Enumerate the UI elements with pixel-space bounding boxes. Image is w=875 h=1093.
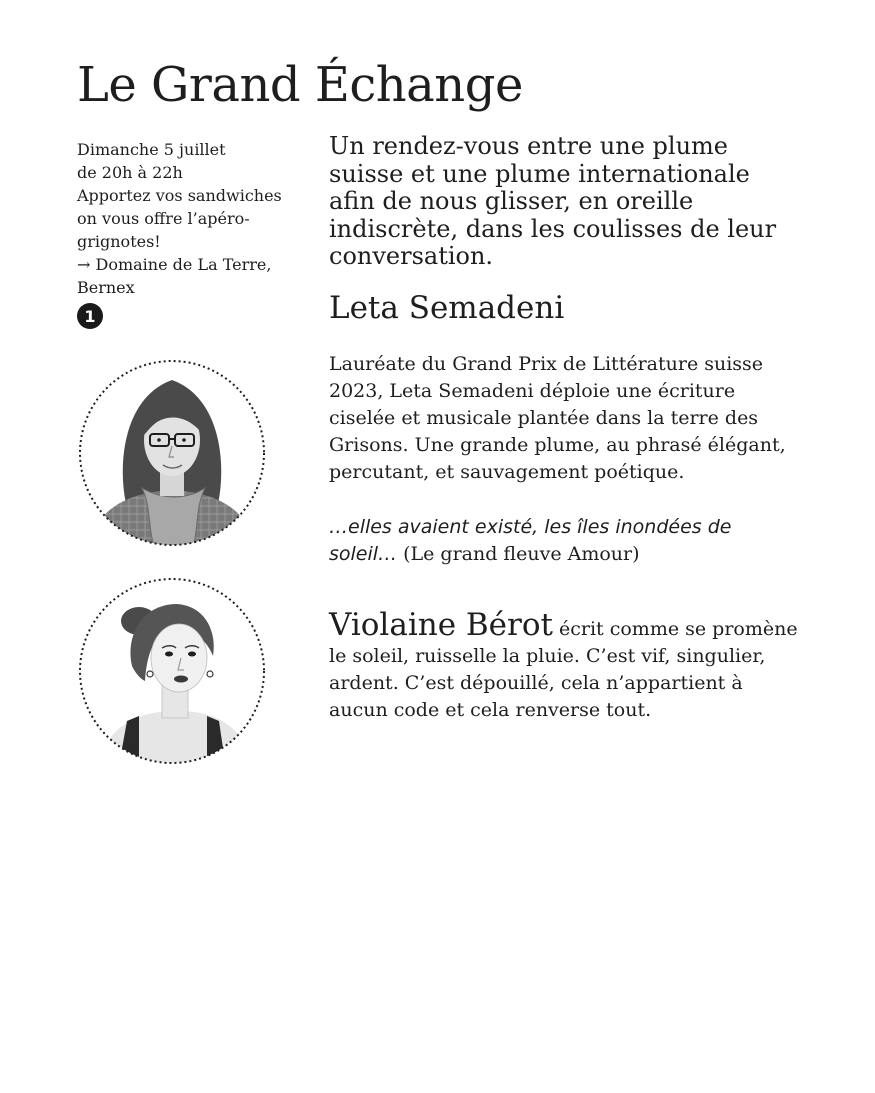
event-location: → Domaine de La Terre,	[77, 255, 272, 274]
bio-line: ciselée et musicale plantée dans la terre des	[329, 407, 759, 429]
author1-quote	[329, 514, 829, 568]
page-title: Le Grand Échange	[77, 57, 523, 113]
bio-line: aucun code et cela renverse tout.	[329, 699, 652, 721]
bio-line: 2023, Leta Semadeni déploie une écriture	[329, 380, 736, 402]
author2-name: Violaine Bérot	[329, 607, 553, 643]
bio-text: écrit comme se promène	[552, 618, 798, 640]
quote-line	[329, 541, 829, 568]
author1-portrait	[77, 358, 267, 548]
quote-line: …elles avaient existé, les îles inondées de	[329, 516, 732, 538]
event-info	[77, 138, 317, 329]
bio-line: ardent. C’est dépouillé, cela n’appartient à	[329, 672, 743, 694]
quote-source: (Le grand fleuve Amour)	[397, 543, 640, 565]
bio-line: Grisons. Une grande plume, au phrasé élégant,	[329, 434, 786, 456]
intro-line: indiscrète, dans les coulisses de leur	[329, 214, 777, 243]
author1-name: Leta Semadeni	[329, 290, 565, 326]
intro-line: Un rendez-vous entre une plume	[329, 132, 728, 160]
bio-line: le soleil, ruisselle la pluie. C’est vif, singulier,	[329, 645, 766, 667]
bio-line: percutant, et sauvagement poétique.	[329, 461, 685, 483]
intro-line: suisse et une plume internationale	[329, 159, 750, 188]
intro-line: afin de nous glisser, en oreille	[329, 187, 694, 215]
event-note-line: grignotes!	[77, 232, 161, 251]
author2-portrait	[77, 576, 267, 766]
author2-bio	[329, 607, 829, 724]
event-time: de 20h à 22h	[77, 163, 183, 182]
author1-bio	[329, 351, 829, 486]
intro-paragraph	[329, 133, 819, 271]
event-location: Bernex	[77, 278, 135, 297]
intro-line: conversation.	[329, 242, 494, 270]
event-date: Dimanche 5 juillet	[77, 140, 226, 159]
bio-line	[329, 607, 829, 643]
location-number-badge: 1	[77, 303, 103, 329]
bio-line: Lauréate du Grand Prix de Littérature suisse	[329, 353, 764, 375]
event-note-line: Apportez vos sandwiches	[77, 186, 282, 205]
event-note-line: on vous offre l’apéro-	[77, 209, 250, 228]
quote-italic-text: soleil…	[329, 543, 398, 565]
